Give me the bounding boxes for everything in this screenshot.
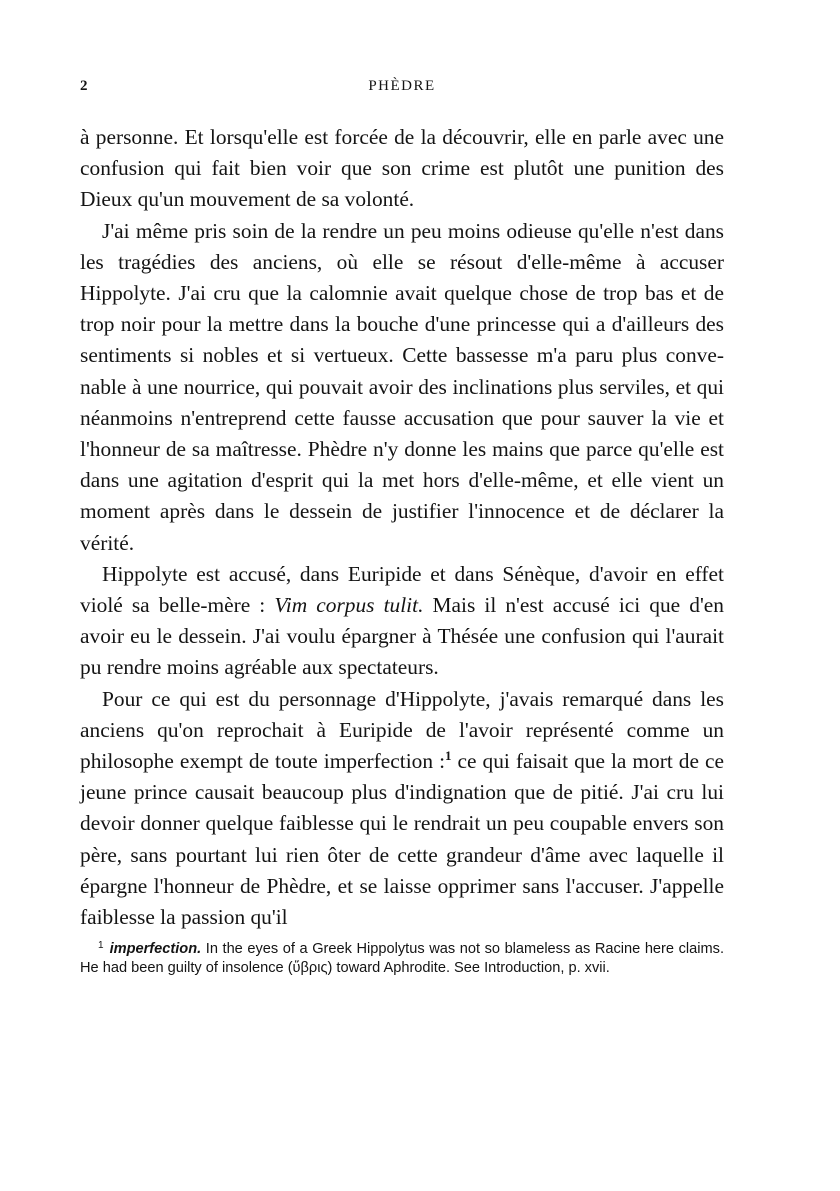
page [80,74,724,977]
footnote-term: imperfection. [109,941,202,958]
paragraph-2: J'ai même pris soin de la rendre un peu moins odieuse qu'elle n'est dans les tragédies des anciens, où elle se résout d'elle-même à accuser Hippolyte. J'ai cru que la calomnie avait quelque chose de trop bas et de trop noir pour la mettre dans la bouche d'une princesse qui a d'ailleurs des sentiments si nobles et si vertueux. Cette bassesse m'a paru plus convenable à une nourrice, qui pouvait avoir des inclinations plus serviles, et qui néanmoins n'entreprend cette fausse accusation que pour sauver la vie et l'honneur de sa maîtresse. Phèdre n'y donne les mains que parce qu'elle est dans une agitation d'esprit qui la met hors d'elle-même, et elle vient un moment après dans le dessein de justifier l'innocence et de déclarer la vérité. [80,218,724,555]
paragraph-1: à personne. Et lorsqu'elle est forcée de la découvrir, elle en parle avec une confusion qui fait bien voir que son crime est plutôt une punition des Dieux qu'un mouvement de sa volonté. [80,125,724,212]
paragraph-3-text-after: Mais il n'est accusé ici que d'en avoir eu le dessein. J'ai voulu épargner à Thésée une confusion qui l'aurait pu rendre moins agréable aux spectateurs. [80,593,724,680]
running-head [80,74,724,102]
running-title: PHÈDRE [368,78,436,94]
footnote [80,940,724,977]
body-text [80,122,724,933]
page-number: 2 [80,78,89,94]
latin-quotation: Vim corpus tulit. [274,593,424,618]
paragraph-4 [80,684,724,934]
footnote-mark: 1 [98,940,104,952]
paragraph-4-text-before: Pour ce qui est du personnage d'Hippolyte, j'avais remarqué dans les anciens qu'on reprochait à Euripide de l'avoir représenté comme un philosophe exempt de toute imperfection : [80,686,724,774]
paragraph-4-text-after: ce qui faisait que la mort de ce jeune prince causait beaucoup plus d'indignation que de pitié. J'ai cru lui devoir donner quelque faiblesse qui le rendrait un peu coupable envers son père, sans pourtant lui rien ôter de cette grandeur d'âme avec laquelle il épargne l'honneur de Phèdre, et se laisse opprimer sans l'accuser. J'appelle faiblesse la passion qu'il [80,749,724,930]
footnote-text: In the eyes of a Greek Hippolytus was not so blameless as Racine here claims. He had been guilty of insolence (ὕβρις) toward Aphrodite. See Introduction, p. xvii. [80,941,724,976]
paragraph-3 [80,559,724,684]
footnotes [80,940,724,977]
paragraph-3-text-before: Hippolyte est accusé, dans Euripide et dans Sénèque, d'avoir en effet violé sa belle-mère : [80,561,724,618]
footnote-reference[interactable]: 1 [445,748,452,764]
